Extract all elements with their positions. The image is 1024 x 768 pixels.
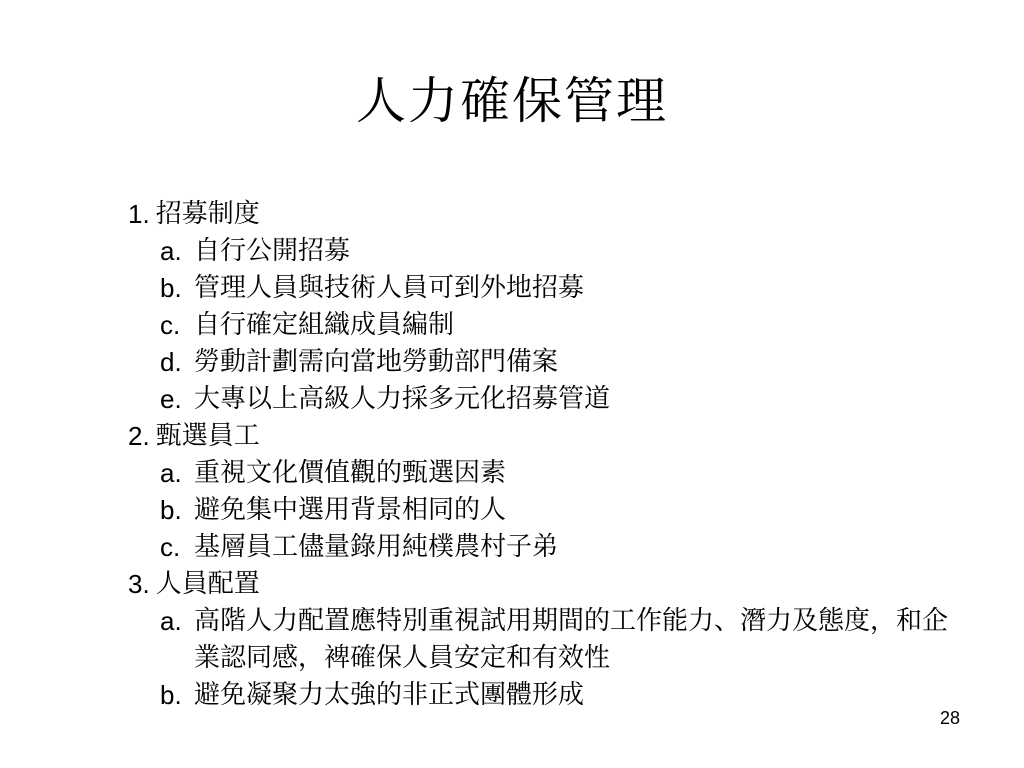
item-marker: a.	[160, 458, 182, 488]
item-marker: b.	[160, 273, 182, 303]
item-marker: b.	[160, 680, 182, 710]
item-marker: d.	[160, 347, 182, 377]
section-title: 招募制度	[155, 199, 260, 229]
item-marker: c.	[160, 310, 181, 340]
section-number: 3.	[128, 569, 150, 599]
list-item	[128, 381, 948, 418]
item-marker: e.	[160, 384, 182, 414]
list-item	[128, 603, 948, 677]
section-title: 甄選員工	[155, 421, 260, 451]
item-text: 避免凝聚力太強的非正式團體形成	[194, 680, 585, 710]
list-item	[128, 677, 948, 714]
item-text: 避免集中選用背景相同的人	[194, 495, 507, 525]
item-marker: b.	[160, 495, 182, 525]
section-heading	[128, 418, 948, 455]
list-item	[128, 455, 948, 492]
item-text: 大專以上高級人力採多元化招募管道	[194, 384, 611, 414]
slide-content	[128, 196, 948, 714]
slide-title: 人力確保管理	[356, 72, 668, 130]
item-text: 自行公開招募	[194, 236, 351, 266]
list-item	[128, 492, 948, 529]
list-item	[128, 529, 948, 566]
section-number: 1.	[128, 199, 150, 229]
item-text: 重視文化價值觀的甄選因素	[194, 458, 507, 488]
item-marker: a.	[160, 606, 182, 636]
section-heading	[128, 196, 948, 233]
item-text: 管理人員與技術人員可到外地招募	[194, 273, 585, 303]
item-text: 自行確定組織成員編制	[194, 310, 455, 340]
section-heading	[128, 566, 948, 603]
list-item	[128, 270, 948, 307]
list-item	[128, 233, 948, 270]
list-item	[128, 344, 948, 381]
item-text: 高階人力配置應特別重視試用期間的工作能力、潛力及態度，和企業認同感，裨確保人員安定和有效性	[194, 606, 949, 673]
page-number: 28	[939, 708, 960, 728]
item-marker: c.	[160, 532, 181, 562]
item-text: 勞動計劃需向當地勞動部門備案	[194, 347, 559, 377]
list-item	[128, 307, 948, 344]
item-marker: a.	[160, 236, 182, 266]
section-number: 2.	[128, 421, 150, 451]
item-text: 基層員工儘量錄用純樸農村子弟	[194, 532, 559, 562]
section-title: 人員配置	[155, 569, 260, 599]
